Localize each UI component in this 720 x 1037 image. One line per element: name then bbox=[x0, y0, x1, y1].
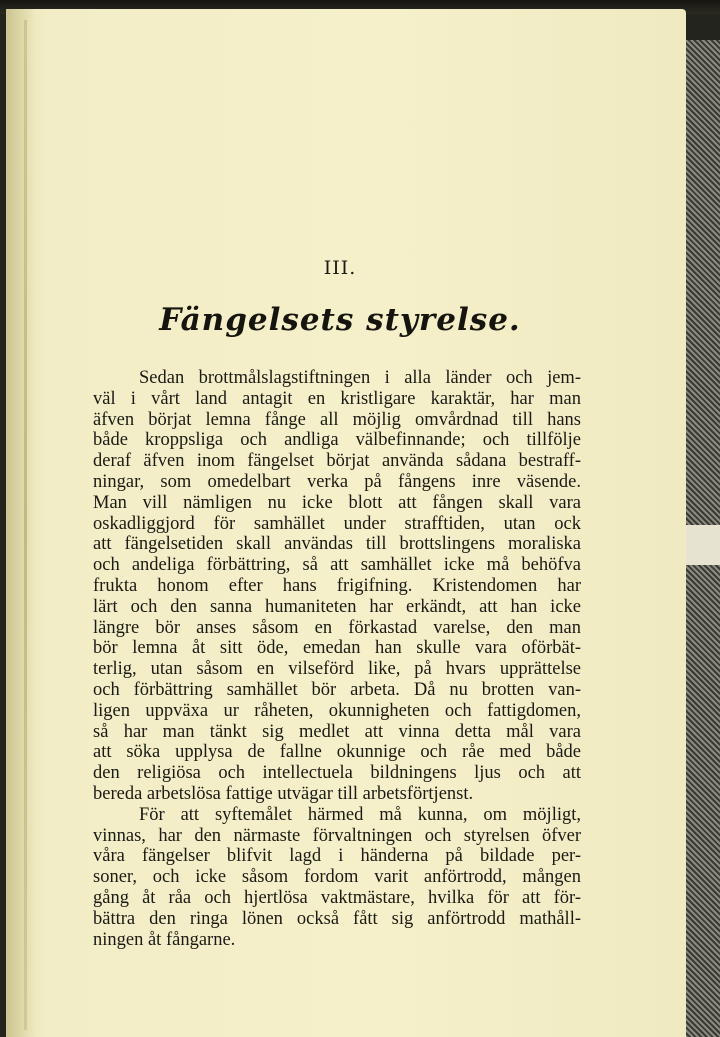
text-line: ningar, som omedelbart verka på fångens inre väsende. bbox=[93, 471, 581, 492]
text-line: väl i vårt land antagit en kristligare karaktär, har man bbox=[93, 388, 581, 409]
body-text bbox=[93, 368, 581, 950]
text-line: så har man tänkt sig medlet att vinna detta mål vara bbox=[93, 721, 581, 742]
section-title: Fängelsets styrelse. bbox=[159, 302, 521, 338]
text-line: vinnas, har den närmaste förvaltningen och styrelsen öfver bbox=[93, 825, 581, 846]
text-line: att fängelsetiden skall användas till brottslingens moraliska bbox=[93, 534, 581, 555]
text-line: frukta honom efter hans frigifning. Kristendomen har bbox=[93, 575, 581, 596]
text-line: oskadliggjord för samhället under strafftiden, utan ock bbox=[93, 513, 581, 534]
text-line: soner, och icke såsom fordom varit anförtrodd, mången bbox=[93, 867, 581, 888]
text-line: den religiösa och intellectuela bildningens ljus och att bbox=[93, 763, 581, 784]
text-line: bättra den ringa lönen också fått sig anförtrodd mathåll- bbox=[93, 908, 581, 929]
text-line: att söka upplysa de fallne okunnige och råe med både bbox=[93, 742, 581, 763]
page-gutter-shadow bbox=[6, 9, 36, 1037]
page-gutter-line bbox=[24, 20, 27, 1030]
text-line: Sedan brottmålslagstiftningen i alla länder och jem- bbox=[139, 368, 581, 388]
text-line: ningen åt fångarne. bbox=[93, 929, 236, 950]
text-line: våra fängelser blifvit lagd i händerna på bildade per- bbox=[93, 846, 581, 867]
text-line: och förbättring samhället bör arbeta. Då nu brotten van- bbox=[93, 679, 581, 700]
scan-right-gap bbox=[682, 525, 720, 565]
text-line: lärt och den sanna humaniteten har erkändt, att han icke bbox=[93, 596, 581, 617]
section-number: III. bbox=[323, 257, 357, 279]
text-line: äfven börjat lemna fånge all möjlig omvårdnad till hans bbox=[93, 409, 581, 430]
text-line: längre bör anses såsom en förkastad varelse, den man bbox=[93, 617, 581, 638]
text-line: Man vill nämligen nu icke blott att fången skall vara bbox=[93, 492, 581, 513]
text-line: terlig, utan såsom en vilseförd like, på hvars upprättelse bbox=[93, 659, 581, 680]
text-line: gång åt råa och hjertlösa vaktmästare, hvilka för att för- bbox=[93, 887, 581, 908]
text-line: bereda arbetslösa fattige utvägar till arbetsförtjenst. bbox=[93, 783, 474, 804]
text-line: deraf äfven inom fängelset börjat använda sådana bestraff- bbox=[93, 451, 581, 472]
text-line: både kroppsliga och andliga välbefinnande; och tillfölje bbox=[93, 430, 581, 451]
text-line: bör lemna åt sitt öde, emedan han skulle vara oförbät- bbox=[93, 638, 581, 659]
text-line: För att syftemålet härmed må kunna, om möjligt, bbox=[139, 804, 581, 825]
text-line: ligen uppväxa ur råheten, okunnigheten och fattigdomen, bbox=[93, 700, 581, 721]
text-line: och andeliga förbättring, så att samhället icke må behöfva bbox=[93, 555, 581, 576]
